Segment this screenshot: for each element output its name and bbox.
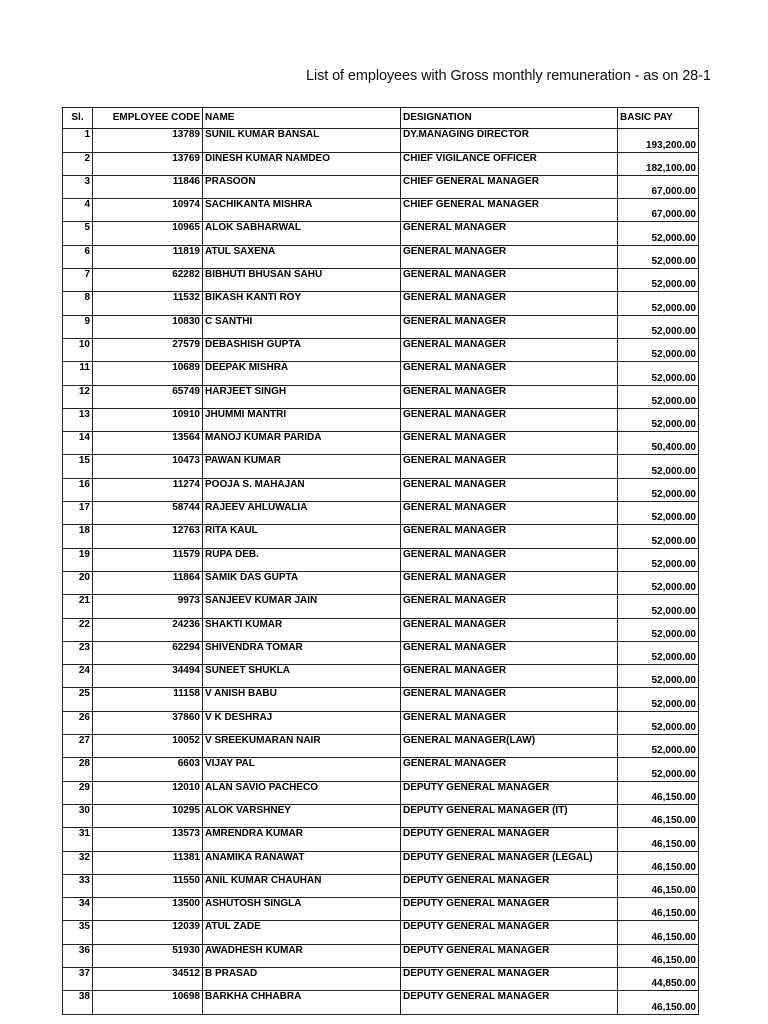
- cell-designation: GENERAL MANAGER: [401, 548, 618, 571]
- cell-designation: CHIEF VIGILANCE OFFICER: [401, 152, 618, 175]
- table-row: [63, 385, 699, 408]
- cell-sl: 21: [63, 595, 93, 618]
- table-row: [63, 828, 699, 851]
- cell-name: PRASOON: [203, 175, 401, 198]
- cell-basic-pay: 52,000.00: [618, 362, 699, 385]
- cell-employee-code: 65749: [93, 385, 203, 408]
- cell-designation: GENERAL MANAGER: [401, 362, 618, 385]
- cell-employee-code: 13789: [93, 129, 203, 152]
- table-row: [63, 199, 699, 222]
- cell-employee-code: 10052: [93, 735, 203, 758]
- cell-designation: DEPUTY GENERAL MANAGER (LEGAL): [401, 851, 618, 874]
- cell-basic-pay: 46,150.00: [618, 991, 699, 1014]
- cell-name: DEBASHISH GUPTA: [203, 338, 401, 361]
- cell-designation: GENERAL MANAGER: [401, 245, 618, 268]
- cell-employee-code: 62282: [93, 269, 203, 292]
- cell-employee-code: 11550: [93, 874, 203, 897]
- cell-designation: GENERAL MANAGER: [401, 432, 618, 455]
- cell-designation: GENERAL MANAGER(LAW): [401, 735, 618, 758]
- cell-name: DINESH KUMAR NAMDEO: [203, 152, 401, 175]
- cell-designation: DEPUTY GENERAL MANAGER: [401, 991, 618, 1014]
- cell-employee-code: 10689: [93, 362, 203, 385]
- table-row: [63, 571, 699, 594]
- cell-sl: 28: [63, 758, 93, 781]
- cell-basic-pay: 52,000.00: [618, 548, 699, 571]
- cell-sl: 15: [63, 455, 93, 478]
- cell-designation: GENERAL MANAGER: [401, 758, 618, 781]
- cell-sl: 30: [63, 804, 93, 827]
- cell-designation: GENERAL MANAGER: [401, 618, 618, 641]
- cell-employee-code: 11864: [93, 571, 203, 594]
- cell-name: DEEPAK MISHRA: [203, 362, 401, 385]
- cell-name: SHAKTI KUMAR: [203, 618, 401, 641]
- cell-basic-pay: 46,150.00: [618, 781, 699, 804]
- cell-sl: 34: [63, 898, 93, 921]
- cell-employee-code: 13769: [93, 152, 203, 175]
- cell-sl: 22: [63, 618, 93, 641]
- cell-basic-pay: 52,000.00: [618, 735, 699, 758]
- cell-employee-code: 11846: [93, 175, 203, 198]
- cell-designation: GENERAL MANAGER: [401, 222, 618, 245]
- cell-sl: 13: [63, 408, 93, 431]
- cell-basic-pay: 52,000.00: [618, 571, 699, 594]
- cell-employee-code: 51930: [93, 944, 203, 967]
- cell-sl: 29: [63, 781, 93, 804]
- cell-designation: GENERAL MANAGER: [401, 455, 618, 478]
- cell-name: ANAMIKA RANAWAT: [203, 851, 401, 874]
- cell-basic-pay: 52,000.00: [618, 245, 699, 268]
- cell-employee-code: 34494: [93, 665, 203, 688]
- table-row: [63, 735, 699, 758]
- cell-name: V K DESHRAJ: [203, 711, 401, 734]
- cell-name: SANJEEV KUMAR JAIN: [203, 595, 401, 618]
- table-row: [63, 781, 699, 804]
- cell-basic-pay: 46,150.00: [618, 944, 699, 967]
- cell-basic-pay: 50,400.00: [618, 432, 699, 455]
- table-row: [63, 129, 699, 152]
- cell-designation: DEPUTY GENERAL MANAGER (IT): [401, 804, 618, 827]
- cell-designation: GENERAL MANAGER: [401, 408, 618, 431]
- cell-basic-pay: 46,150.00: [618, 804, 699, 827]
- cell-basic-pay: 44,850.00: [618, 967, 699, 990]
- column-header-designation: DESIGNATION: [401, 108, 618, 129]
- cell-basic-pay: 52,000.00: [618, 269, 699, 292]
- cell-name: V ANISH BABU: [203, 688, 401, 711]
- table-header-row: [63, 108, 699, 129]
- cell-sl: 26: [63, 711, 93, 734]
- table-row: [63, 711, 699, 734]
- table-row: [63, 851, 699, 874]
- cell-designation: GENERAL MANAGER: [401, 688, 618, 711]
- cell-name: ALOK VARSHNEY: [203, 804, 401, 827]
- cell-sl: 12: [63, 385, 93, 408]
- table-row: [63, 269, 699, 292]
- cell-name: POOJA S. MAHAJAN: [203, 478, 401, 501]
- cell-name: SACHIKANTA MISHRA: [203, 199, 401, 222]
- cell-name: ATUL ZADE: [203, 921, 401, 944]
- table-row: [63, 525, 699, 548]
- table-row: [63, 967, 699, 990]
- cell-basic-pay: 182,100.00: [618, 152, 699, 175]
- column-header-name: NAME: [203, 108, 401, 129]
- table-row: [63, 455, 699, 478]
- cell-basic-pay: 52,000.00: [618, 338, 699, 361]
- cell-designation: DEPUTY GENERAL MANAGER: [401, 898, 618, 921]
- cell-basic-pay: 193,200.00: [618, 129, 699, 152]
- cell-employee-code: 13500: [93, 898, 203, 921]
- cell-designation: GENERAL MANAGER: [401, 641, 618, 664]
- cell-designation: GENERAL MANAGER: [401, 292, 618, 315]
- cell-sl: 5: [63, 222, 93, 245]
- cell-sl: 25: [63, 688, 93, 711]
- cell-name: VIJAY PAL: [203, 758, 401, 781]
- cell-designation: GENERAL MANAGER: [401, 711, 618, 734]
- cell-basic-pay: 52,000.00: [618, 525, 699, 548]
- cell-sl: 38: [63, 991, 93, 1014]
- cell-name: ALOK SABHARWAL: [203, 222, 401, 245]
- cell-basic-pay: 52,000.00: [618, 618, 699, 641]
- cell-basic-pay: 46,150.00: [618, 921, 699, 944]
- cell-employee-code: 12763: [93, 525, 203, 548]
- table-row: [63, 804, 699, 827]
- cell-designation: GENERAL MANAGER: [401, 269, 618, 292]
- cell-employee-code: 10910: [93, 408, 203, 431]
- cell-employee-code: 10974: [93, 199, 203, 222]
- cell-basic-pay: 52,000.00: [618, 665, 699, 688]
- cell-employee-code: 10965: [93, 222, 203, 245]
- cell-employee-code: 58744: [93, 502, 203, 525]
- cell-sl: 24: [63, 665, 93, 688]
- cell-employee-code: 27579: [93, 338, 203, 361]
- cell-designation: GENERAL MANAGER: [401, 385, 618, 408]
- cell-employee-code: 62294: [93, 641, 203, 664]
- cell-sl: 11: [63, 362, 93, 385]
- cell-name: RAJEEV AHLUWALIA: [203, 502, 401, 525]
- page-title: List of employees with Gross monthly remuneration - as on 28-1: [306, 68, 711, 84]
- cell-employee-code: 13564: [93, 432, 203, 455]
- cell-basic-pay: 52,000.00: [618, 385, 699, 408]
- cell-designation: GENERAL MANAGER: [401, 478, 618, 501]
- cell-designation: GENERAL MANAGER: [401, 338, 618, 361]
- cell-basic-pay: 46,150.00: [618, 874, 699, 897]
- cell-basic-pay: 46,150.00: [618, 851, 699, 874]
- column-header-sl: Sl.: [63, 108, 93, 129]
- cell-name: SUNEET SHUKLA: [203, 665, 401, 688]
- table-row: [63, 898, 699, 921]
- cell-employee-code: 6603: [93, 758, 203, 781]
- table-row: [63, 944, 699, 967]
- cell-designation: GENERAL MANAGER: [401, 502, 618, 525]
- cell-name: SHIVENDRA TOMAR: [203, 641, 401, 664]
- employee-table: [62, 107, 699, 1015]
- cell-name: ASHUTOSH SINGLA: [203, 898, 401, 921]
- table-row: [63, 478, 699, 501]
- table-row: [63, 175, 699, 198]
- table-row: [63, 688, 699, 711]
- cell-sl: 19: [63, 548, 93, 571]
- cell-sl: 32: [63, 851, 93, 874]
- cell-designation: DEPUTY GENERAL MANAGER: [401, 967, 618, 990]
- cell-employee-code: 11158: [93, 688, 203, 711]
- cell-designation: DEPUTY GENERAL MANAGER: [401, 828, 618, 851]
- cell-employee-code: 11819: [93, 245, 203, 268]
- cell-name: BIBHUTI BHUSAN SAHU: [203, 269, 401, 292]
- cell-sl: 3: [63, 175, 93, 198]
- cell-designation: CHIEF GENERAL MANAGER: [401, 175, 618, 198]
- cell-basic-pay: 52,000.00: [618, 315, 699, 338]
- cell-employee-code: 10295: [93, 804, 203, 827]
- cell-basic-pay: 52,000.00: [618, 478, 699, 501]
- cell-basic-pay: 46,150.00: [618, 898, 699, 921]
- cell-employee-code: 11579: [93, 548, 203, 571]
- cell-name: ATUL SAXENA: [203, 245, 401, 268]
- cell-sl: 2: [63, 152, 93, 175]
- cell-employee-code: 11381: [93, 851, 203, 874]
- employee-table-body: [63, 108, 699, 1015]
- table-row: [63, 991, 699, 1014]
- cell-name: SUNIL KUMAR BANSAL: [203, 129, 401, 152]
- cell-name: B PRASAD: [203, 967, 401, 990]
- cell-employee-code: 9973: [93, 595, 203, 618]
- table-row: [63, 758, 699, 781]
- cell-employee-code: 37860: [93, 711, 203, 734]
- cell-employee-code: 13573: [93, 828, 203, 851]
- cell-sl: 17: [63, 502, 93, 525]
- cell-sl: 23: [63, 641, 93, 664]
- cell-sl: 37: [63, 967, 93, 990]
- cell-sl: 18: [63, 525, 93, 548]
- cell-sl: 6: [63, 245, 93, 268]
- table-row: [63, 874, 699, 897]
- cell-employee-code: 12039: [93, 921, 203, 944]
- cell-employee-code: 10698: [93, 991, 203, 1014]
- table-row: [63, 292, 699, 315]
- cell-basic-pay: 67,000.00: [618, 199, 699, 222]
- cell-name: ANIL KUMAR CHAUHAN: [203, 874, 401, 897]
- cell-designation: CHIEF GENERAL MANAGER: [401, 199, 618, 222]
- cell-name: JHUMMI MANTRI: [203, 408, 401, 431]
- table-row: [63, 665, 699, 688]
- cell-sl: 10: [63, 338, 93, 361]
- table-row: [63, 502, 699, 525]
- cell-designation: DEPUTY GENERAL MANAGER: [401, 921, 618, 944]
- table-row: [63, 641, 699, 664]
- cell-name: C SANTHI: [203, 315, 401, 338]
- cell-basic-pay: 52,000.00: [618, 688, 699, 711]
- cell-basic-pay: 52,000.00: [618, 408, 699, 431]
- table-row: [63, 222, 699, 245]
- cell-basic-pay: 67,000.00: [618, 175, 699, 198]
- cell-designation: DEPUTY GENERAL MANAGER: [401, 874, 618, 897]
- cell-basic-pay: 52,000.00: [618, 711, 699, 734]
- cell-name: BARKHA CHHABRA: [203, 991, 401, 1014]
- cell-basic-pay: 52,000.00: [618, 502, 699, 525]
- table-row: [63, 315, 699, 338]
- cell-employee-code: 11532: [93, 292, 203, 315]
- cell-basic-pay: 52,000.00: [618, 222, 699, 245]
- cell-name: AWADHESH KUMAR: [203, 944, 401, 967]
- cell-name: ALAN SAVIO PACHECO: [203, 781, 401, 804]
- cell-sl: 35: [63, 921, 93, 944]
- cell-employee-code: 12010: [93, 781, 203, 804]
- table-row: [63, 548, 699, 571]
- cell-basic-pay: 52,000.00: [618, 455, 699, 478]
- table-row: [63, 152, 699, 175]
- table-row: [63, 595, 699, 618]
- cell-name: V SREEKUMARAN NAIR: [203, 735, 401, 758]
- cell-name: RUPA DEB.: [203, 548, 401, 571]
- cell-sl: 4: [63, 199, 93, 222]
- cell-name: HARJEET SINGH: [203, 385, 401, 408]
- cell-name: MANOJ KUMAR PARIDA: [203, 432, 401, 455]
- cell-sl: 7: [63, 269, 93, 292]
- cell-basic-pay: 52,000.00: [618, 758, 699, 781]
- cell-name: AMRENDRA KUMAR: [203, 828, 401, 851]
- table-row: [63, 338, 699, 361]
- cell-sl: 20: [63, 571, 93, 594]
- cell-designation: GENERAL MANAGER: [401, 315, 618, 338]
- cell-sl: 31: [63, 828, 93, 851]
- cell-sl: 9: [63, 315, 93, 338]
- cell-name: PAWAN KUMAR: [203, 455, 401, 478]
- cell-sl: 33: [63, 874, 93, 897]
- column-header-basic-pay: BASIC PAY: [618, 108, 699, 129]
- cell-basic-pay: 52,000.00: [618, 641, 699, 664]
- cell-name: SAMIK DAS GUPTA: [203, 571, 401, 594]
- cell-name: RITA KAUL: [203, 525, 401, 548]
- cell-designation: DEPUTY GENERAL MANAGER: [401, 944, 618, 967]
- table-row: [63, 618, 699, 641]
- cell-sl: 36: [63, 944, 93, 967]
- cell-designation: GENERAL MANAGER: [401, 595, 618, 618]
- cell-employee-code: 10830: [93, 315, 203, 338]
- cell-employee-code: 34512: [93, 967, 203, 990]
- cell-designation: GENERAL MANAGER: [401, 571, 618, 594]
- cell-sl: 14: [63, 432, 93, 455]
- cell-sl: 16: [63, 478, 93, 501]
- cell-designation: DY.MANAGING DIRECTOR: [401, 129, 618, 152]
- cell-sl: 27: [63, 735, 93, 758]
- table-row: [63, 432, 699, 455]
- cell-employee-code: 24236: [93, 618, 203, 641]
- cell-designation: GENERAL MANAGER: [401, 665, 618, 688]
- cell-sl: 1: [63, 129, 93, 152]
- cell-basic-pay: 52,000.00: [618, 595, 699, 618]
- table-row: [63, 408, 699, 431]
- table-row: [63, 362, 699, 385]
- cell-name: BIKASH KANTI ROY: [203, 292, 401, 315]
- table-row: [63, 245, 699, 268]
- cell-basic-pay: 52,000.00: [618, 292, 699, 315]
- cell-employee-code: 11274: [93, 478, 203, 501]
- cell-basic-pay: 46,150.00: [618, 828, 699, 851]
- cell-designation: DEPUTY GENERAL MANAGER: [401, 781, 618, 804]
- column-header-employee-code: EMPLOYEE CODE: [93, 108, 203, 129]
- table-row: [63, 921, 699, 944]
- cell-sl: 8: [63, 292, 93, 315]
- cell-designation: GENERAL MANAGER: [401, 525, 618, 548]
- cell-employee-code: 10473: [93, 455, 203, 478]
